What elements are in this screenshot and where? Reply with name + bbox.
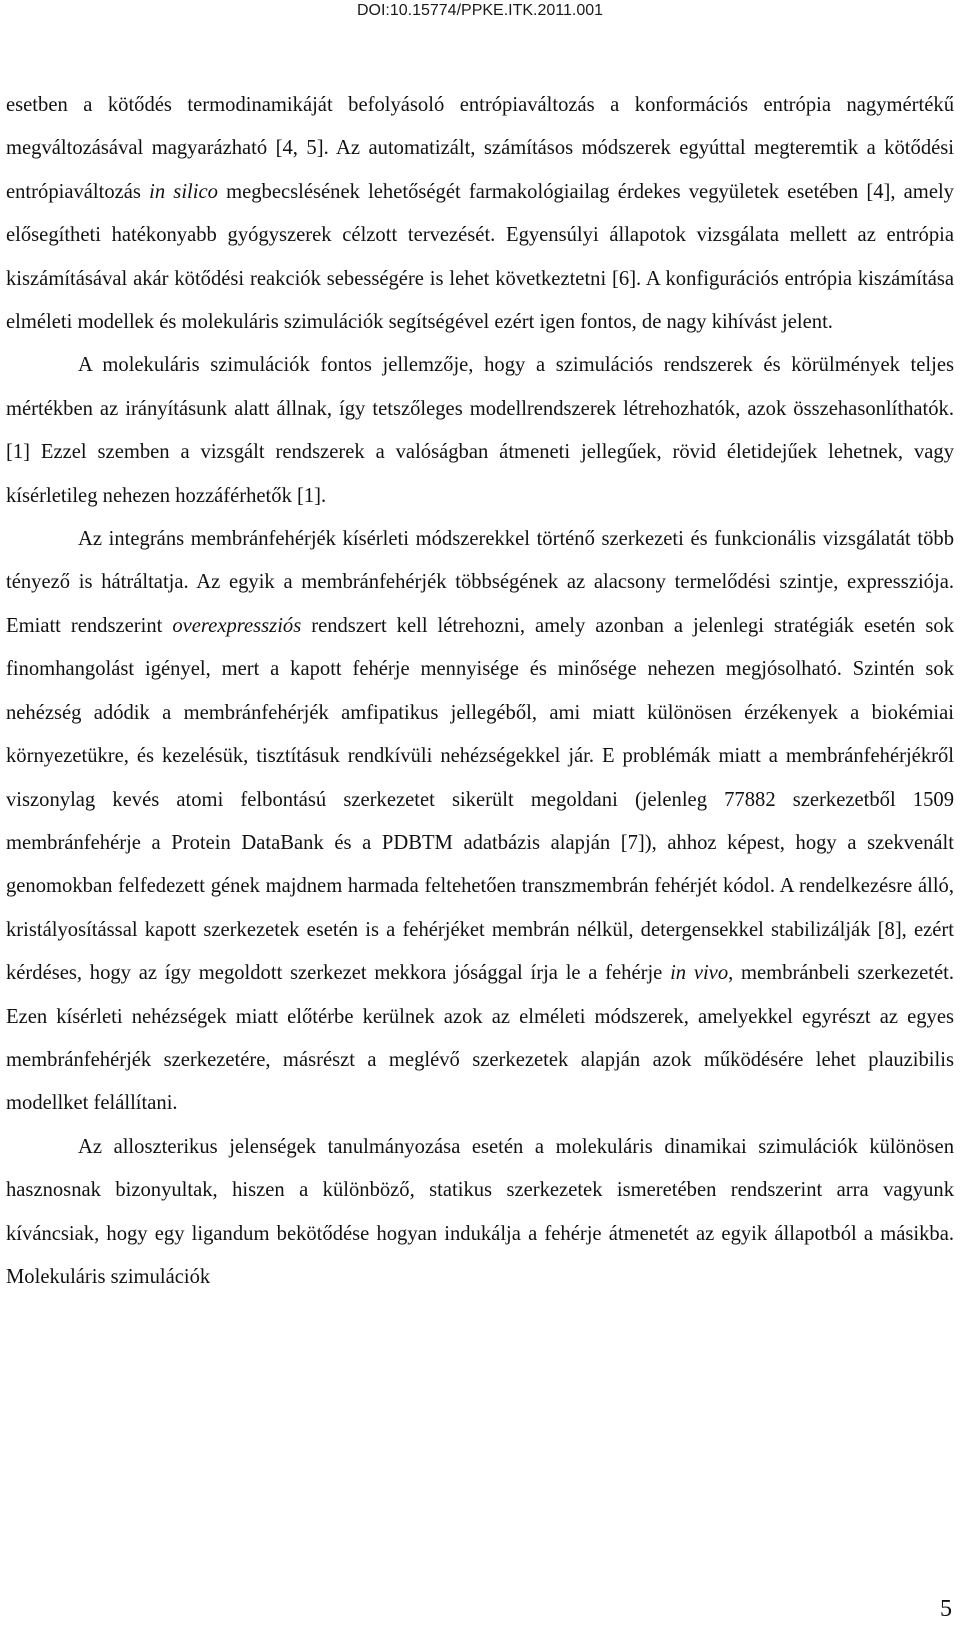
text-segment: Az integráns membránfehérjék kísérleti módszerekkel történő szerkezeti és funkcionális vizsgálatát több tényező is hátráltatja. Az egyik a membránfehérjék többségének az alacsony termelődési szintje, expressziója. Emiatt rendszerint [6,528,954,637]
body-text [6,84,954,1299]
text-segment: rendszert kell létrehozni, amely azonban a jelenlegi stratégiák esetén sok finomhangolást igényel, mert a kapott fehérje mennyisége és minősége nehezen megjósolható. Szintén sok nehézség adódik a membránfehérjék amfipatikus jellegéből, ami miatt különösen érzékenyek a biokémiai környezetükre, és kezelésük, tisztításuk rendkívüli nehézségekkel jár. E problémák miatt a membránfehérjékről viszonylag kevés atomi felbontású szerkezetet sikerült megoldani (jelenleg 77882 szerkezetből 1509 membránfehérje a Protein DataBank és a PDBTM adatbázis alapján [7]), ahhoz képest, hogy a szekvenált genomokban felfedezett gének majdnem harmada feltehetően transzmembrán fehérjét kódol. A rendelkezésre álló, kristályosítással kapott szerkezetek esetén is a fehérjéket membrán nélkül, detergensekkel stabilizálják [8], ezért kérdéses, hogy az így megoldott szerkezet mekkora jósággal írja le a fehérje [6,614,954,985]
paragraph-1 [6,84,954,344]
doi-header: DOI:10.15774/PPKE.ITK.2011.001 [356,2,604,19]
italic-term: overexpressziós [172,614,302,637]
italic-term: in silico [149,180,218,203]
paragraph-2 [6,344,954,518]
text-segment: , membránbeli szerkezetét. Ezen kísérleti nehézségek miatt előtérbe kerülnek azok az elméleti módszerek, amelyekkel egyrészt az egyes membránfehérjék szerkezetére, másrészt a meglévő szerkezetek alapján azok működésére lehet plauzibilis modellket felállítani. [6,962,955,1115]
text-segment: A molekuláris szimulációk fontos jellemzője, hogy a szimulációs rendszerek és körülmények teljes mértékben az irányításunk alatt állnak, így tetszőleges modellrendszerek létrehozhatók, azok összehasonlíthatók. [1] Ezzel szemben a vizsgált rendszerek a valóságban átmeneti jellegűek, rövid életidejűek lehetnek, vagy kísérletileg nehezen hozzáférhetők [1]. [6,354,954,507]
text-segment: Az alloszterikus jelenségek tanulmányozása esetén a molekuláris dinamikai szimulációk különösen hasznosnak bizonyultak, hiszen a különböző, statikus szerkezetek ismeretében rendszerint arra vagyunk kíváncsiak, hogy egy ligandum bekötődése hogyan indukálja a fehérje átmenetét az egyik állapotból a másikba. Molekuláris szimulációk [6,1135,954,1288]
page-number: 5 [940,1596,952,1622]
text-segment: megbecslésének lehetőségét farmakológiailag érdekes vegyületek esetében [4], amely elősegítheti hatékonyabb gyógyszerek célzott tervezését. Egyensúlyi állapotok vizsgálata mellett az entrópia kiszámításával akár kötődési reakciók sebességére is lehet következtetni [6]. A konfigurációs entrópia kiszámítása elméleti modellek és molekuláris szimulációk segítségével ezért igen fontos, de nagy kihívást jelent. [6,180,954,334]
text-segment: esetben a kötődés termodinamikáját befolyásoló entrópiaváltozás a konformációs entrópia nagymértékű megváltozásával magyarázható [4, 5]. Az automatizált, számításos módszerek egyúttal megteremtik a kötődési entrópiaváltozás [6,94,954,203]
paragraph-4 [6,1126,954,1300]
italic-term: in vivo [670,962,729,985]
paragraph-3 [6,518,954,1126]
